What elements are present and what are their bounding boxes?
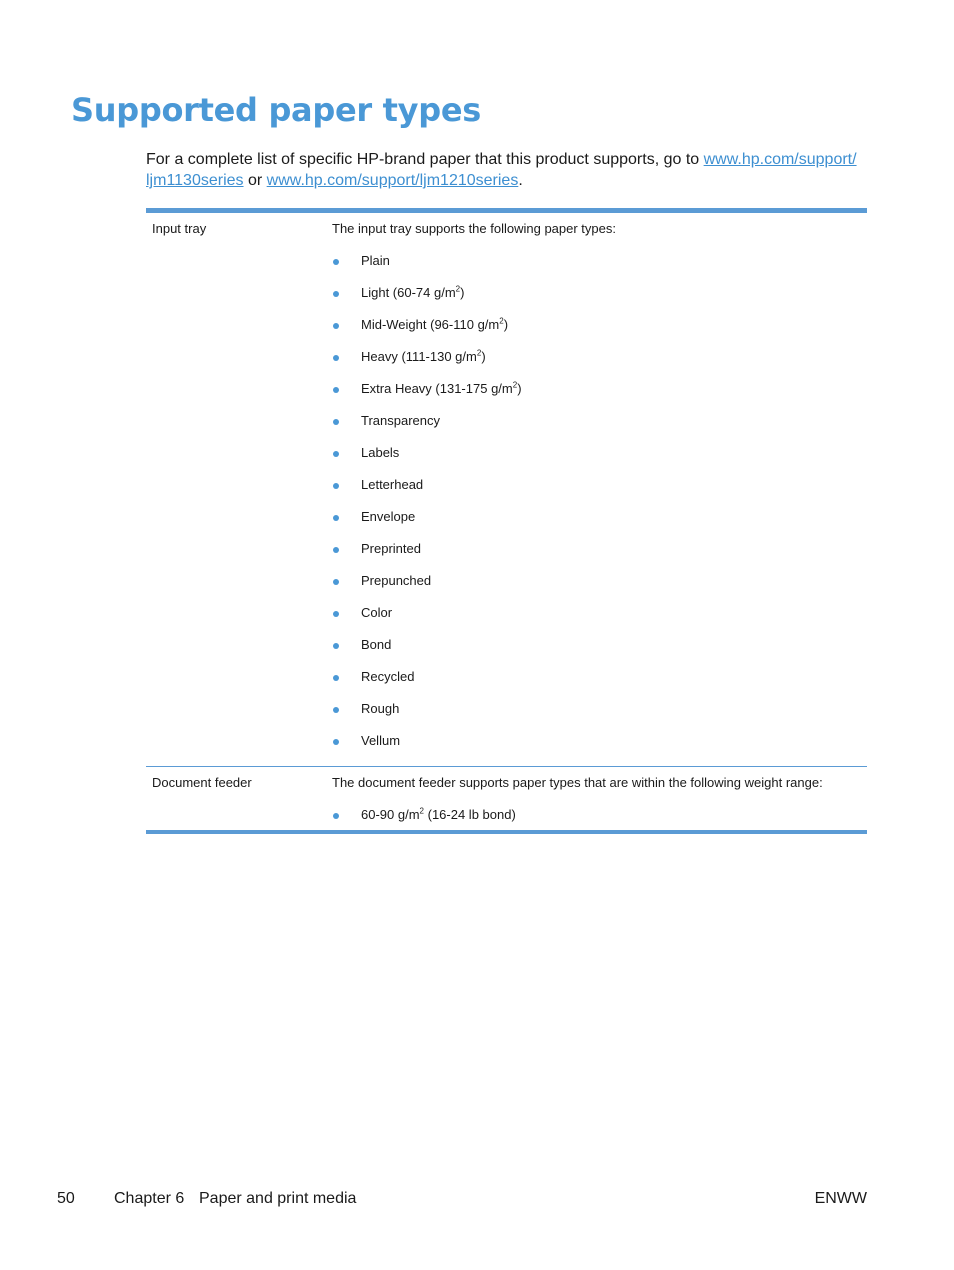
list-item-text: Mid-Weight (96-110 g/m — [361, 317, 500, 332]
page-title: Supported paper types — [71, 91, 481, 129]
weight-range-list — [332, 791, 867, 823]
list-item-text: Vellum — [361, 733, 401, 748]
list-item-text: Letterhead — [361, 477, 424, 492]
intro-paragraph — [146, 149, 866, 191]
row-lead-text: The document feeder supports paper types that are within the following weight range: — [332, 775, 823, 790]
bullet-icon — [333, 611, 339, 617]
bullet-icon — [333, 323, 339, 329]
bullet-icon — [333, 675, 339, 681]
list-item — [332, 589, 867, 621]
list-item-text: Prepunched — [361, 573, 432, 588]
superscript: 2 — [419, 806, 424, 816]
list-item — [332, 493, 867, 525]
bullet-icon — [333, 579, 339, 585]
row-content — [326, 767, 867, 830]
superscript: 2 — [512, 380, 518, 390]
list-item — [332, 429, 867, 461]
paper-type-list — [332, 237, 867, 749]
footer-locale: ENWW — [814, 1190, 867, 1207]
row-lead-text: The input tray supports the following paper types: — [332, 221, 616, 236]
bullet-icon — [333, 813, 339, 819]
bullet-icon — [333, 739, 339, 745]
bullet-icon — [333, 419, 339, 425]
list-item — [332, 397, 867, 429]
list-item-tail: ) — [503, 317, 509, 332]
superscript: 2 — [455, 284, 461, 294]
row-label: Document feeder — [152, 775, 252, 790]
list-item-text: Transparency — [361, 413, 440, 428]
bullet-icon — [333, 451, 339, 457]
list-item — [332, 717, 867, 749]
list-item — [332, 621, 867, 653]
list-item-text: Rough — [361, 701, 400, 716]
list-item-tail: ) — [460, 285, 465, 300]
footer-page-number: 50 — [57, 1190, 75, 1207]
list-item-text: Light (60-74 g/m — [361, 285, 456, 300]
intro-text-before: For a complete list of specific HP-brand paper that this product supports, go to — [146, 151, 704, 168]
list-item — [332, 461, 867, 493]
list-item-tail: ) — [517, 381, 522, 396]
table-row-input-tray — [146, 213, 867, 766]
footer-chapter: Chapter 6 — [114, 1190, 185, 1207]
bullet-icon — [333, 355, 339, 361]
list-item — [332, 557, 867, 589]
list-item-text: Extra Heavy (131-175 g/m — [361, 381, 513, 396]
list-item-text: Plain — [361, 253, 390, 268]
bullet-icon — [333, 259, 339, 265]
list-item — [332, 685, 867, 717]
link-ljm1130series-line1: www.hp.com/support/ — [703, 151, 857, 168]
bullet-icon — [333, 707, 339, 713]
list-item-text: Recycled — [361, 669, 415, 684]
link-ljm1130series-line2: ljm1130series — [146, 172, 244, 189]
list-item-text: Color — [361, 605, 393, 620]
list-item — [332, 269, 867, 301]
list-item-text: Bond — [361, 637, 392, 652]
list-item — [332, 333, 867, 365]
list-item-text: Preprinted — [361, 541, 421, 556]
list-item — [332, 653, 867, 685]
paper-types-table — [146, 208, 867, 834]
bullet-icon — [333, 483, 339, 489]
list-item-text: Heavy (111-130 g/m — [361, 349, 477, 364]
bullet-icon — [333, 291, 339, 297]
list-item — [332, 791, 867, 823]
bullet-icon — [333, 643, 339, 649]
bullet-icon — [333, 547, 339, 553]
list-item — [332, 237, 867, 269]
bullet-icon — [333, 387, 339, 393]
superscript: 2 — [476, 348, 482, 358]
list-item-tail: ) — [481, 349, 486, 364]
table-row-document-feeder — [146, 766, 867, 830]
list-item — [332, 365, 867, 397]
intro-text-after: . — [518, 172, 523, 189]
superscript: 2 — [499, 316, 504, 326]
intro-text-middle: or — [243, 172, 267, 189]
row-label: Input tray — [152, 221, 207, 236]
list-item-text: Envelope — [361, 509, 416, 524]
link-ljm1210series[interactable]: www.hp.com/support/ljm1210series — [266, 172, 519, 189]
list-item-text: Labels — [361, 445, 400, 460]
list-item-tail: (16-24 lb bond) — [424, 807, 516, 822]
footer-section: Paper and print media — [199, 1190, 357, 1207]
row-content — [326, 213, 867, 766]
bullet-icon — [333, 515, 339, 521]
list-item — [332, 525, 867, 557]
list-item — [332, 301, 867, 333]
list-item-text: 60-90 g/m — [361, 807, 420, 822]
